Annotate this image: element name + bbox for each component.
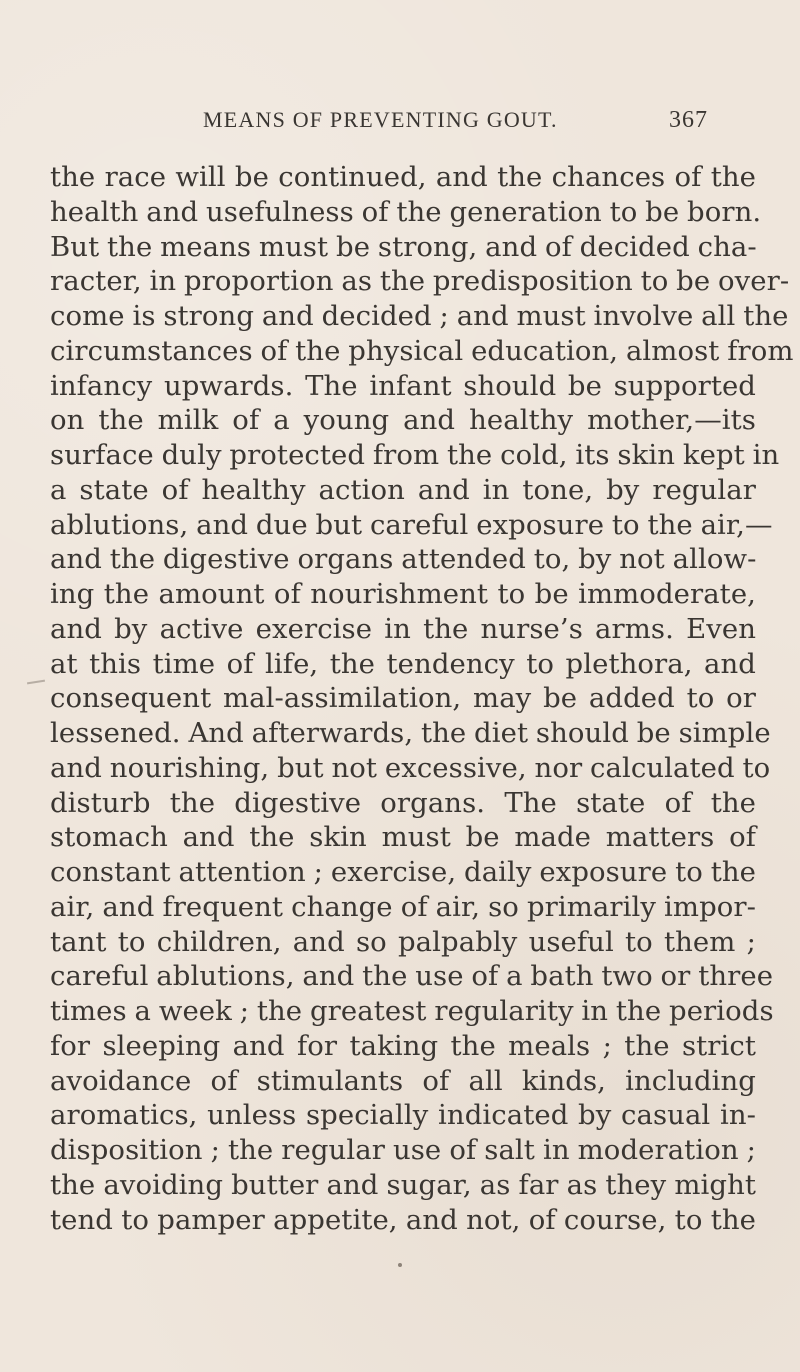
text-line: aromatics, unless specially indicated by casual in-	[50, 1099, 756, 1132]
text-line: for sleeping and for taking the meals ; the strict	[50, 1029, 756, 1062]
text-line: tant to children, and so palpably useful to them ;	[50, 925, 756, 958]
text-line: disposition ; the regular use of salt in moderation ;	[50, 1134, 756, 1166]
text-line: on the milk of a young and healthy mother,—its	[50, 404, 756, 437]
text-line: ablutions, and due but careful exposure to the air,—	[50, 508, 773, 541]
text-line: stomach and the skin must be made matters of	[50, 821, 756, 854]
text-line: careful ablutions, and the use of a bath two or three	[50, 960, 774, 993]
text-line: times a week ; the greatest regularity in the periods	[50, 995, 774, 1027]
text-line: circumstances of the physical education, almost from	[50, 334, 794, 367]
text-line: health and usefulness of the generation to be born.	[50, 195, 762, 228]
text-line: at this time of life, the tendency to plethora, and	[50, 647, 756, 680]
text-line: tend to pamper appetite, and not, of course, to the	[50, 1203, 756, 1236]
text-line: But the means must be strong, and of decided cha-	[50, 230, 757, 263]
text-line: the race will be continued, and the chances of the	[50, 161, 756, 193]
page-speck	[398, 1263, 402, 1267]
text-line: come is strong and decided ; and must involve all the	[50, 300, 789, 332]
text-line: a state of healthy action and in tone, by regular	[50, 473, 756, 506]
text-line: lessened. And afterwards, the diet should be simple	[50, 717, 771, 749]
text-line: air, and frequent change of air, so primarily impor-	[50, 890, 756, 923]
text-line: and nourishing, but not excessive, nor calculated to	[50, 751, 771, 784]
running-title: MEANS OF PREVENTING GOUT.	[203, 107, 558, 132]
text-line: and by active exercise in the nurse’s arms. Even	[50, 612, 756, 645]
text-line: surface duly protected from the cold, its skin kept in	[50, 439, 780, 471]
text-line: infancy upwards. The infant should be supported	[50, 369, 756, 402]
text-line: avoidance of stimulants of all kinds, including	[50, 1064, 756, 1097]
page-header	[203, 107, 708, 137]
body-text	[50, 160, 794, 1237]
text-line: constant attention ; exercise, daily exposure to the	[50, 856, 756, 888]
page-mark	[27, 680, 45, 685]
text-line: and the digestive organs attended to, by not allow-	[50, 543, 757, 576]
page-number: 367	[669, 107, 708, 133]
text-line: racter, in proportion as the predisposition to be over-	[50, 265, 790, 298]
text-line: the avoiding butter and sugar, as far as they might	[50, 1168, 756, 1201]
text-line: disturb the digestive organs. The state of the	[50, 786, 756, 819]
text-line: ing the amount of nourishment to be immoderate,	[50, 578, 756, 610]
text-line: consequent mal-assimilation, may be added to or	[50, 682, 756, 715]
